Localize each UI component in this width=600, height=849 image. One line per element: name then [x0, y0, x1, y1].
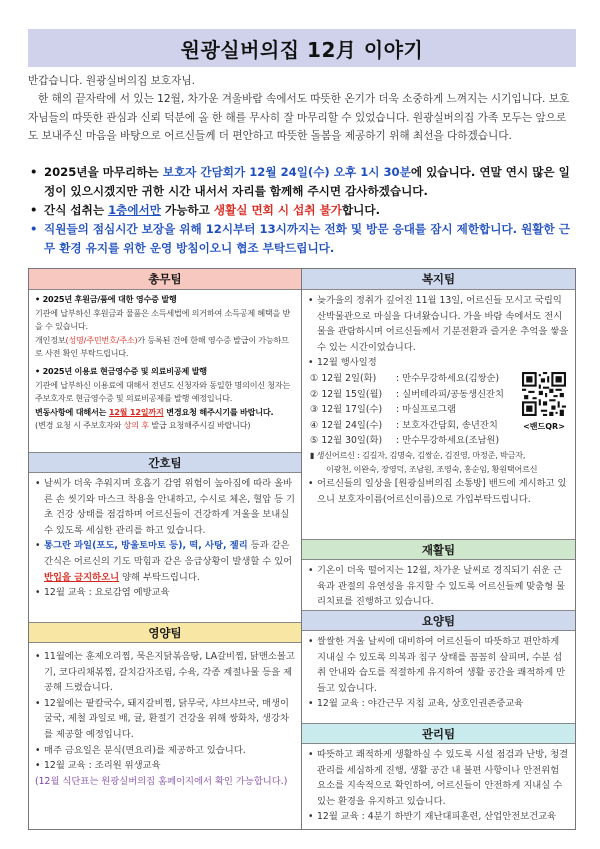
notice-snack-mid: 가능하고: [160, 203, 214, 217]
notice-lunch-text: 직원들의 점심시간 보장을 위해 12시부터 13시까지는 전화 및 방문 응대를 잠시 제한합니다. 원활한 근무 환경 유지를 위한 운영 방침이오니 협조 부탁드립니다.: [44, 222, 570, 255]
facility-item-2: • 12월 교육 : 4분기 하반기 재난대피훈련, 산업안전보건교육: [308, 811, 557, 823]
notice-bullets: [28, 163, 576, 258]
nutrition-note: (12월 식단표는 원광실버의집 홈페이지에서 확인 가능합니다.): [35, 775, 288, 787]
rehab-team-section: [302, 560, 575, 610]
welfare-team-header: 복지팀: [302, 269, 575, 290]
notice-snack-floor: 1층에서만: [108, 203, 161, 217]
notice-meeting: • 2025년을 마무리하는 보호자 간담회가 12월 24일(수) 오후 1시 30분에 있습니다. 연말 연시 많은 일정이 있으시겠지만 귀한 시간 내서서 자리를 함께해 주시면 감사하겠습니다.: [30, 165, 570, 198]
schedule-row: ④ 12월 24일(수) : 보호자간담회, 송년잔치: [310, 419, 498, 431]
facility-team-header: 관리팀: [302, 723, 575, 744]
notice-lunch: • 직원들의 점심시간 보장을 위해 12시부터 13시까지는 전화 및 방문 응대를 잠시 제한합니다. 원활한 근무 환경 유지를 위한 운영 방침이오니 협조 부탁드립니다.: [30, 222, 570, 255]
qr-label: <밴드QR>: [523, 422, 565, 431]
notice-snack: • 간식 섭취는 1층에서만 가능하고 생활실 면회 시 섭취 불가합니다.: [30, 203, 380, 217]
schedule-row: ⑤ 12월 30일(화) : 만수무강하세요(조남원): [310, 435, 500, 447]
notice-snack-ban: 생활실 면회 시 섭취 불가: [213, 203, 342, 217]
general-s1-note: 개인정보(성명/주민번호/주소)가 등록된 건에 한해 영수증 발급이 가능하므로 사전 확인 부탁드립니다.: [35, 334, 289, 359]
nursing-team-header: 간호팀: [29, 452, 301, 473]
general-s2-body: 기관에 납부하신 이용료에 대해서 전년도 신청자와 동일한 명의이신 청자는 주보호자로 현금영수증 및 의료비공제를 발행 예정입니다.: [35, 379, 291, 404]
general-s2-request: (변경 요청 시 주보호자와 상의 후 발급 요청해주시길 바랍니다): [35, 420, 251, 431]
birthday-line-2: 이광천, 이완숙, 장영덕, 조남원, 조영숙, 홍순임, 황원택어르신: [326, 463, 538, 474]
welfare-item-1: • 늦가을의 정취가 깊어진 11월 13일, 어르신들 모시고 국립익산박물관으로 마실을 다녀왔습니다. 가을 바람 속에서도 전시물을 관람하시며 어르신들께서 기분전환과 즐거운 추억을 쌓을 수 있는 시간이었습니다.: [308, 295, 569, 353]
notice-meeting-date: 보호자 간담회가 12월 24일(수) 오후 1시 30분: [162, 165, 411, 179]
care-team-header: 요양팀: [302, 610, 575, 631]
nursing-item-2: • 통그란 과일(포도, 방울토마토 등), 떡, 사탕, 젤리 등과 같은 간식은 어르신의 기도 막힘과 같은 응급상황이 발생할 수 있어 반입을 금지하오니 양해 부탁드립니다.: [35, 540, 293, 583]
care-item-1: • 쌀쌀한 겨울 날씨에 대비하여 어르신들이 따뜻하고 편안하게 지내실 수 있도록 의복과 침구 상태를 꼼꼼히 살피며, 수분 섭취 안내와 습도를 적절하게 유지하여 생활 공간을 쾌적하게 만들고 있습니다.: [308, 636, 566, 694]
rehab-team-header: 재활팀: [302, 539, 575, 560]
birthday-list: [308, 449, 570, 476]
page-title: 원광실버의집 12月 이야기: [28, 29, 576, 67]
nursing-item-3: • 12월 교육 : 요로감염 예방교육: [35, 587, 170, 599]
right-column: [302, 269, 575, 829]
nursing-team-section: [29, 473, 301, 622]
team-grid: [28, 268, 576, 830]
notice-snack-pre: 간식 섭취는: [44, 203, 109, 217]
notice-snack-post: 합니다.: [341, 203, 380, 217]
schedule-row: ③ 12월 17일(수) : 마실프로그램: [310, 404, 456, 416]
schedule-row: ① 12월 2일(화) : 만수무강하세요(김쌍순): [310, 372, 500, 384]
general-team-section: [29, 290, 301, 452]
intro: [28, 72, 576, 146]
nursing-item-1: • 날씨가 더욱 추워지며 호흡기 감염 위험이 높아짐에 따라 올바른 손 씻기와 마스크 착용을 안내하고, 수시로 체온, 혈압 등 기초 건강 상태를 점검하며 어르신들이 건강하게 겨울을 보내실 수 있도록 세심한 관리를 하고 있습니다.: [35, 478, 296, 536]
notice-meeting-post: 에 있습니다. 연말 연시 많은 일정이 있으시겠지만 귀한 시간 내서서 자리를 함께해 주시면 감사하겠습니다.: [44, 165, 570, 198]
facility-team-section: [302, 744, 575, 829]
nutrition-item-1: • 11월에는 훈제오리찜, 묵은지닭볶음탕, LA갈비찜, 닭맨소볼고기, 코다리채볶찜, 갈치감자조림, 수육, 각종 계절나물 등을 제공해 드렸습니다.: [35, 651, 295, 694]
general-s2-title: • 2025년 이용료 현금영수증 및 의료비공제 발행: [35, 365, 207, 376]
nutrition-team-section: [29, 643, 301, 848]
schedule-row: ② 12월 15일(월) : 실버테라피/공동생신잔치: [310, 388, 505, 400]
nutrition-item-2: • 12월에는 팥칼국수, 돼지갈비찜, 닭무국, 샤브샤브국, 매생이굴국, 제철 과일로 배, 귤, 환절기 건강을 위해 쌍화차, 생강차를 제공할 예정입니다.: [35, 697, 289, 740]
qr-code-icon: [522, 372, 566, 416]
facility-item-1: • 따뜻하고 쾌적하게 생활하실 수 있도록 시설 점검과 난방, 청결 관리를 세심하게 진행, 생활 공간 내 불편 사항이나 안전위험 요소를 지속적으로 확인하여, 어르신들이 안전하게 지내실 수 있는 환경을 유지하고 있습니다.: [308, 749, 569, 807]
care-team-section: [302, 631, 575, 723]
general-team-header: 총무팀: [29, 269, 301, 290]
notice-meeting-pre: 2025년을 마무리하는: [44, 165, 163, 179]
left-column: [29, 269, 302, 829]
nutrition-team-header: 영양팀: [29, 622, 301, 643]
general-s2-change: 변동사항에 대해서는 12월 12일까지 변경요청 해주시기를 바랍니다.: [35, 406, 274, 417]
intro-greeting: 반갑습니다. 원광실버의집 보호자님.: [28, 75, 195, 87]
nutrition-item-3: • 매주 금요일은 분식(면요리)를 제공하고 있습니다.: [35, 744, 246, 756]
birthday-line-1: ▮ 생신어르신 : 김길자, 김명숙, 김쌍순, 김진영, 마정준, 박금자,: [310, 449, 526, 460]
band-qr: [520, 372, 568, 432]
rehab-item-1: • 기온이 더욱 떨어지는 12월, 차가운 날씨로 경직되기 쉬운 근육과 관절의 유연성을 유지할 수 있도록 어르신들께 맞춤형 물리치료를 진행하고 있습니다.: [308, 565, 566, 608]
nutrition-item-4: • 12월 교육 : 조리원 위생교육: [35, 760, 161, 772]
welfare-item-3: • 어르신들의 일상을 [원광실버의집 소통방] 밴드에 게시하고 있으니 보호자이름(어르신이름)으로 가입부탁드립니다.: [308, 478, 567, 505]
care-item-2: • 12월 교육 : 야간근무 지침 교육, 상호인권존중교육: [308, 698, 524, 710]
intro-paragraph: 한 해의 끝자락에 서 있는 12월, 차가운 겨울바람 속에서도 따뜻한 온기가 더욱 소중하게 느껴지는 시기입니다. 보호자님들의 따뜻한 관심과 신뢰 덕분에 올 한 해를 무사히 잘 마무리할 수 있었습니다. 원광실버의집 가족 모두는 앞으로도 보내주신 마음을 바탕으로 어르신들께 더 편안하고 따뜻한 돌봄을 제공하기 위해 최선을 다하겠습니다.: [28, 93, 570, 143]
general-s1-title: • 2025년 후원금/품에 대한 영수증 발행: [35, 294, 177, 304]
welfare-item-2: • 12월 행사일정: [308, 357, 377, 369]
general-s1-body: 기관에 납부하신 후원금과 물품은 소득세법에 의거하여 소득공제 혜택을 받을 수 있습니다.: [35, 307, 291, 332]
